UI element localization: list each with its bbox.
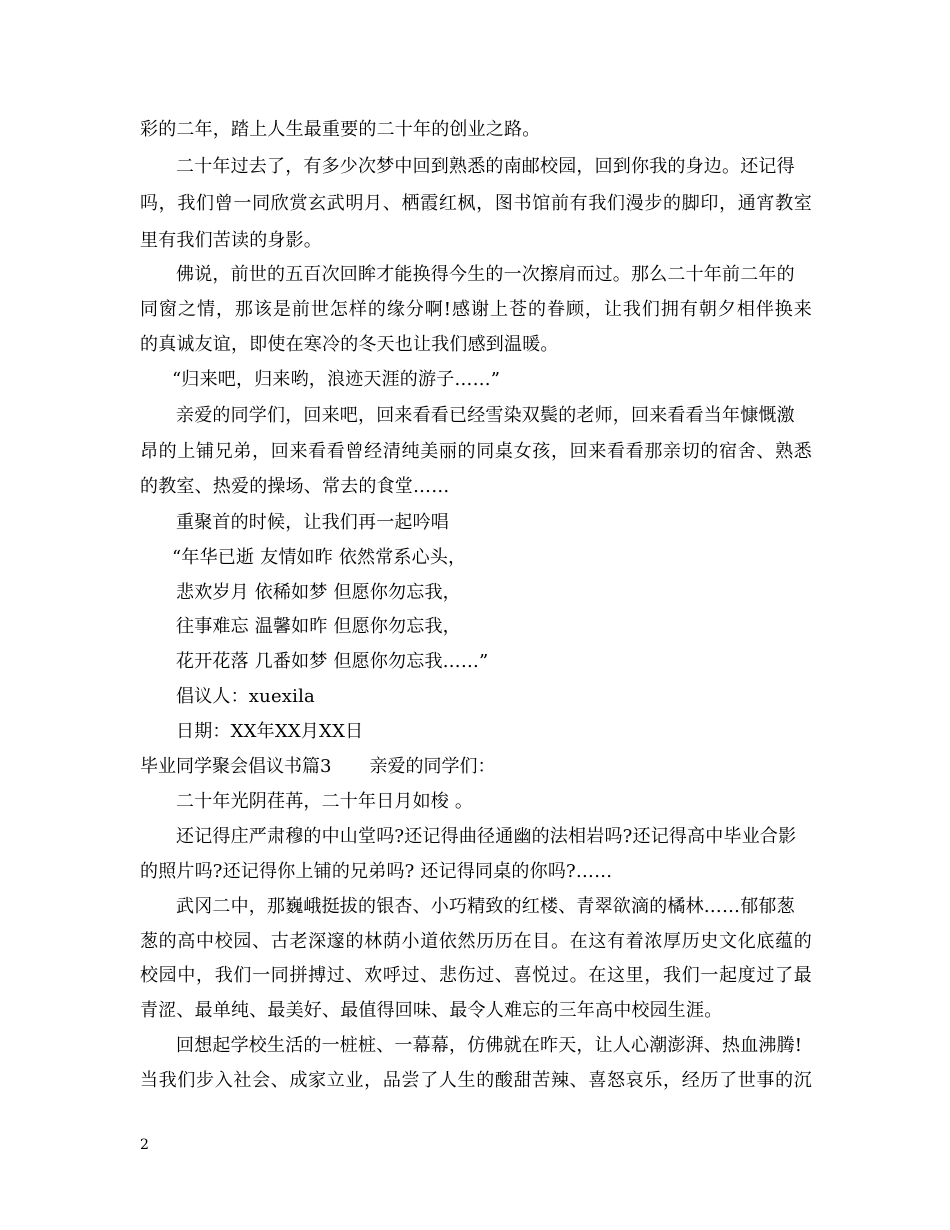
section-heading: 毕业同学聚会倡议书篇3 bbox=[140, 756, 332, 777]
section-heading-row bbox=[140, 755, 495, 779]
text-line: 吗，我们曾一同欣赏玄武明月、栖霞红枫，图书馆前有我们漫步的脚印，通宵教室 bbox=[140, 193, 812, 214]
poem-line: “年华已逝 友情如昨 依然常系心头， bbox=[172, 547, 467, 568]
text-line: 佛说，前世的五百次回眸才能换得今生的一次擦肩而过。那么二十年前二年的 bbox=[176, 264, 795, 285]
text-line: 青涩、最单纯、最美好、最值得回味、最令人难忘的三年高中校园生涯。 bbox=[140, 1000, 723, 1021]
text-line: 的教室、热爱的操场、常去的食堂…… bbox=[140, 476, 450, 497]
poem-line: 悲欢岁月 依稀如梦 但愿你勿忘我， bbox=[176, 582, 461, 603]
quote-line: “归来吧，归来哟，浪迹天涯的游子……” bbox=[172, 369, 501, 390]
text-line: 里有我们苦读的身影。 bbox=[140, 230, 322, 251]
text-line: 二十年光阴荏苒，二十年日月如梭 。 bbox=[176, 791, 474, 812]
date-line: 日期：XX年XX月XX日 bbox=[176, 721, 364, 742]
text-line: 彩的二年，踏上人生最重要的二十年的创业之路。 bbox=[140, 119, 541, 140]
text-line: 回想起学校生活的一桩桩、一幕幕，仿佛就在昨天，让人心潮澎湃、热血沸腾! bbox=[176, 1035, 803, 1056]
text-line: 的照片吗?还记得你上铺的兄弟吗? 还记得同桌的你吗?…… bbox=[140, 861, 613, 882]
section-salutation: 亲爱的同学们： bbox=[369, 756, 496, 777]
poem-line: 往事难忘 温馨如昨 但愿你勿忘我， bbox=[176, 616, 461, 637]
text-line: 当我们步入社会、成家立业，品尝了人生的酸甜苦辣、喜怒哀乐，经历了世事的沉 bbox=[140, 1070, 812, 1091]
poem-line: 花开花落 几番如梦 但愿你勿忘我……” bbox=[176, 651, 489, 672]
text-line: 葱的高中校园、古老深邃的林荫小道依然历历在目。在这有着浓厚历史文化底蕴的 bbox=[140, 931, 812, 952]
text-line: 昂的上铺兄弟，回来看看曾经清纯美丽的同桌女孩，回来看看那亲切的宿舍、熟悉 bbox=[140, 441, 812, 462]
text-line: 武冈二中，那巍峨挺拔的银杏、小巧精致的红楼、青翠欲滴的橘林……郁郁葱 bbox=[176, 896, 795, 917]
text-line: 二十年过去了，有多少次梦中回到熟悉的南邮校园，回到你我的身边。还记得 bbox=[176, 156, 795, 177]
text-line: 重聚首的时候，让我们再一起吟唱 bbox=[176, 512, 449, 533]
text-line: 亲爱的同学们，回来吧，回来看看已经雪染双鬓的老师，回来看看当年慷慨激 bbox=[176, 405, 795, 426]
text-line: 校园中，我们一同拼搏过、欢呼过、悲伤过、喜悦过。在这里，我们一起度过了最 bbox=[140, 965, 812, 986]
text-line: 的真诚友谊，即使在寒冷的冬天也让我们感到温暖。 bbox=[140, 334, 559, 355]
text-line: 同窗之情，那该是前世怎样的缘分啊!感谢上苍的眷顾，让我们拥有朝夕相伴换来 bbox=[140, 299, 812, 320]
text-line: 还记得庄严肃穆的中山堂吗?还记得曲径通幽的法相岩吗?还记得高中毕业合影 bbox=[176, 826, 797, 847]
signature-line: 倡议人：xuexila bbox=[176, 686, 315, 707]
page-number: 2 bbox=[140, 1137, 149, 1153]
